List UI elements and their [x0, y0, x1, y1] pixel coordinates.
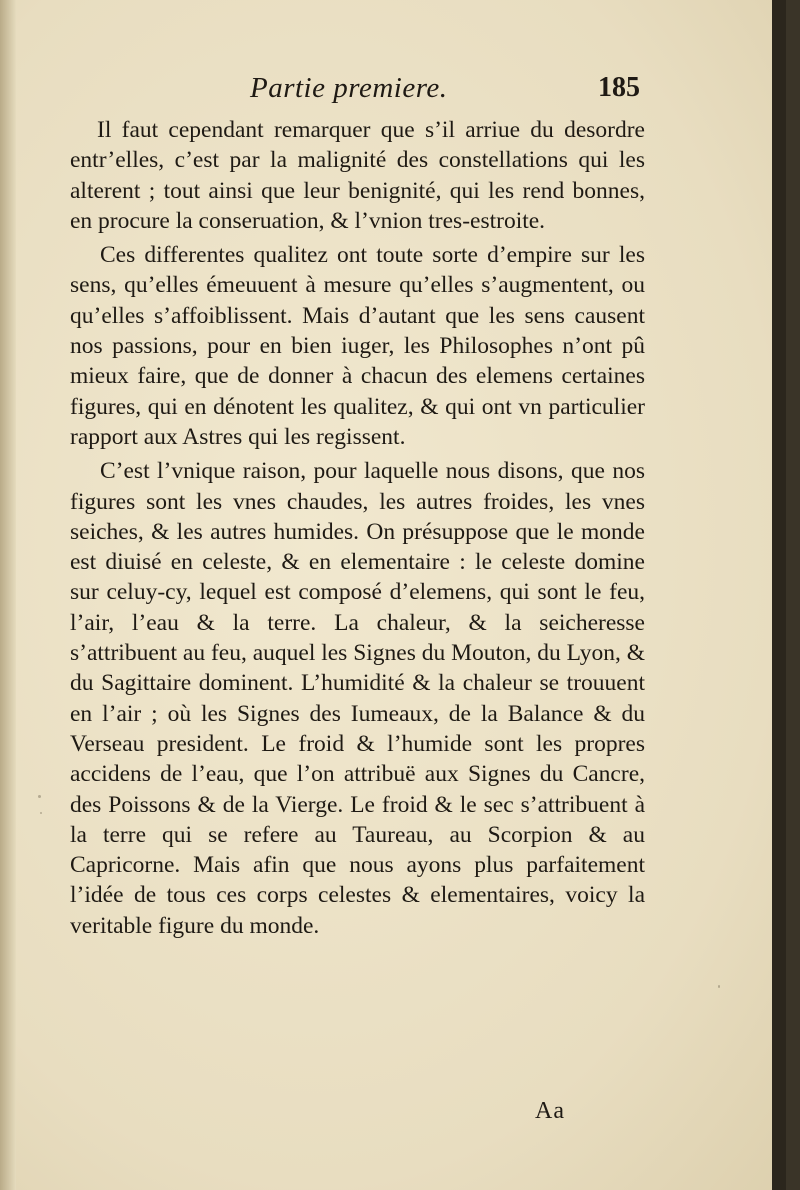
- page-edge: [772, 0, 786, 1190]
- body-text: [70, 115, 645, 941]
- paragraph-1: Il faut cependant remarquer que s’il arriue du desordre entr’elles, c’est par la malignité des constellations qui les alterent ; tout ainsi que leur benignité, qui les rend bonnes, en procure la conseruation, & l’vnion tres-estroite.: [70, 117, 645, 234]
- paper-speck: [718, 985, 720, 988]
- page-binding-shadow: [0, 0, 16, 1190]
- page-number: 185: [598, 72, 640, 103]
- paper-speck: [38, 795, 41, 798]
- running-title: Partie premiere.: [250, 72, 448, 104]
- paragraph-2: Ces differentes qualitez ont toute sorte d’empire sur les sens, qu’elles émeuuent à mesure qu’elles s’augmentent, ou qu’elles s’affoiblissent. Mais d’autant que les sens causent nos passions, pour en bien iuger, les Philosophes n’ont pû mieux faire, que de donner à chacun des elemens certaines figures, qui en dénotent les qualitez, & qui ont vn particulier rapport aux Astres qui les regissent.: [70, 242, 645, 450]
- page-header: [250, 72, 640, 112]
- signature-mark: Aa: [535, 1098, 565, 1124]
- paper-speck: [40, 812, 42, 814]
- paragraph-3: C’est l’vnique raison, pour laquelle nous disons, que nos figures sont les vnes chaudes, les autres froides, les vnes seiches, & les autres humides. On présuppose que le monde est diuisé en celeste, & en elementaire : le celeste domine sur celuy-cy, lequel est composé d’elemens, qui sont le feu, l’air, l’eau & la terre. La chaleur, & la seicheresse s’attribuent au feu, auquel les Signes du Mouton, du Lyon, & du Sagittaire dominent. L’humidité & la chaleur se trouuent en l’air ; où les Signes des Iumeaux, de la Balance & du Verseau president. Le froid & l’humide sont les propres accidens de l’eau, que l’on attribuë aux Signes du Cancre, des Poissons & de la Vierge. Le froid & le sec s’attribuent à la terre qui se refere au Taureau, au Scorpion & au Capricorne. Mais afin que nous ayons plus parfaitement l’idée de tous ces corps celestes & elementaires, voicy la veritable figure du monde.: [70, 458, 646, 939]
